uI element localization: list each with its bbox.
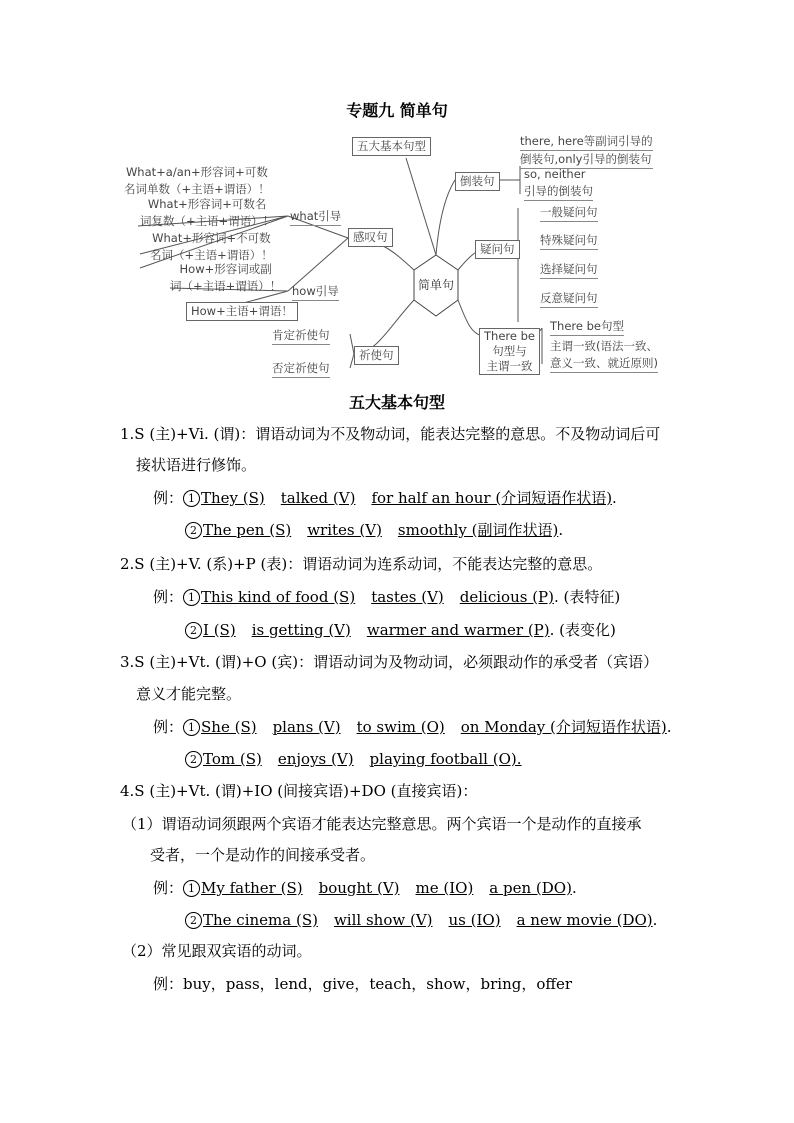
s1-example-1 [153, 488, 617, 508]
subject: The cinema (S) [203, 911, 318, 929]
node-qishi: 祈使句 [354, 346, 399, 365]
circled-number: 2 [185, 622, 202, 639]
indirect-object: me (IO) [415, 879, 474, 897]
example-label: 例： [153, 588, 184, 606]
adverbial: smoothly (副词作状语) [397, 521, 559, 539]
node-what3 [150, 230, 273, 264]
circled-number: 2 [185, 751, 202, 768]
what2-line1: What+形容词+可数名 [147, 197, 267, 211]
example-label: 例： [153, 879, 184, 897]
therebe-line2: 句型与 [492, 344, 527, 358]
period: . [612, 489, 617, 507]
subject: I (S) [203, 621, 236, 639]
verb: tastes (V) [371, 588, 444, 606]
direct-object: a new movie (DO) [516, 911, 653, 929]
subject: Tom (S) [203, 750, 262, 768]
node-daozhuang: 倒装句 [455, 172, 500, 191]
subject: They (S) [201, 489, 265, 507]
s2-example-2 [185, 620, 616, 640]
period: . [571, 879, 577, 897]
daozhuang-sub2-line1: so, neither [524, 167, 586, 181]
s4-p1b: 受者，一个是动作的间接承受者。 [150, 846, 376, 864]
example-label: 例： [153, 489, 184, 507]
node-what1 [124, 164, 270, 198]
indirect-object: us (IO) [448, 911, 501, 929]
verb: talked (V) [280, 489, 356, 507]
daozhuang-sub1-line1: there, here等副词引导的 [520, 133, 653, 151]
node-therebe-a: There be句型 [550, 318, 624, 336]
verb: writes (V) [307, 521, 382, 539]
daozhuang-sub1-line2: 倒装句,only引导的倒装句 [520, 151, 653, 169]
what3-line1: What+形容词+不可数 [152, 231, 271, 245]
node-yiwen-4: 反意疑问句 [540, 290, 598, 308]
adverbial: on Monday (介词短语作状语) [460, 718, 667, 736]
node-qishi-2: 否定祈使句 [272, 360, 330, 378]
s3-example-1 [153, 717, 672, 737]
verb: will show (V) [333, 911, 433, 929]
node-qishi-1: 肯定祈使句 [272, 327, 330, 345]
node-what-yin: what引导 [290, 208, 341, 226]
what1-line2: 名词单数（+主语+谓语）！ [124, 182, 270, 196]
node-yiwen: 疑问句 [475, 240, 520, 259]
s4-verbs: 例：buy，pass，lend，give，teach，show，bring，offer [153, 975, 573, 993]
therebe-line3: 主谓一致 [486, 359, 533, 373]
adverbial: for half an hour (介词短语作状语) [371, 489, 613, 507]
mind-map [110, 128, 690, 383]
s1-example-2 [185, 520, 563, 540]
s2-example-1 [153, 587, 620, 607]
node-how2: How+主语+谓语！ [186, 302, 298, 321]
node-therebe [479, 328, 540, 375]
node-wuda: 五大基本句型 [352, 137, 431, 156]
s4-example-2 [185, 910, 657, 930]
page-title: 专题九 简单句 [346, 101, 448, 120]
node-therebe-b [550, 338, 658, 373]
s4-p2: （2）常见跟双宾语的动词。 [122, 942, 312, 960]
s4-p1: （1）谓语动词须跟两个宾语才能表达完整意思。两个宾语一个是动作的直接承 [122, 815, 642, 833]
object: playing football (O). [369, 750, 522, 768]
s3-head: 3.S (主)+Vt. (谓)+O (宾)：谓语动词为及物动词，必须跟动作的承受者（宾语） [120, 653, 659, 671]
subject: This kind of food (S) [201, 588, 356, 606]
predicative: delicious (P) [459, 588, 554, 606]
how1-line1: How+形容词或副 [179, 262, 272, 276]
what1-line1: What+a/an+形容词+可数 [125, 165, 268, 179]
verb: bought (V) [318, 879, 400, 897]
s3-head2: 意义才能完整。 [136, 685, 242, 703]
note: . (表特征) [554, 588, 621, 606]
therebe-b-line1: 主谓一致(语法一致、 [550, 339, 658, 353]
what2-line2: 词复数（+主语+谓语）！ [140, 214, 275, 228]
node-daozhuang-sub2 [524, 166, 593, 201]
node-how1 [170, 261, 281, 295]
verb: is getting (V) [251, 621, 351, 639]
node-daozhuang-sub1 [520, 133, 653, 169]
node-ganta: 感叹句 [348, 228, 393, 247]
how1-line2: 词（+主语+谓语）！ [170, 279, 282, 293]
predicative: warmer and warmer (P) [366, 621, 550, 639]
object: to swim (O) [356, 718, 445, 736]
circled-number: 1 [183, 880, 200, 897]
verb: enjoys (V) [277, 750, 354, 768]
period: . [666, 718, 672, 736]
subject: My father (S) [201, 879, 303, 897]
daozhuang-sub2-line2: 引导的倒装句 [524, 183, 593, 201]
node-yiwen-3: 选择疑问句 [540, 261, 598, 279]
s2-head: 2.S (主)+V. (系)+P (表)：谓语动词为连系动词，不能表达完整的意思。 [120, 555, 603, 573]
note: . (表变化) [549, 621, 616, 639]
circled-number: 1 [183, 490, 200, 507]
node-center: 简单句 [417, 278, 454, 292]
s1-head2: 接状语进行修饰。 [136, 456, 257, 474]
s1-head: 1.S (主)+Vi. (谓)：谓语动词为不及物动词，能表达完整的意思。不及物动词后可 [120, 425, 661, 443]
subject: She (S) [201, 718, 257, 736]
subject: The pen (S) [203, 521, 292, 539]
direct-object: a pen (DO) [489, 879, 572, 897]
section-title: 五大基本句型 [348, 393, 445, 412]
circled-number: 1 [183, 589, 200, 606]
node-how-yin: how引导 [292, 283, 339, 301]
s4-head: 4.S (主)+Vt. (谓)+IO (间接宾语)+DO (直接宾语)： [120, 782, 478, 800]
circled-number: 2 [185, 522, 202, 539]
verb: plans (V) [272, 718, 341, 736]
period: . [558, 521, 564, 539]
what3-line2: 名词（+主语+谓语）！ [150, 248, 273, 262]
period: . [652, 911, 658, 929]
node-yiwen-2: 特殊疑问句 [540, 232, 598, 250]
therebe-b-line2: 意义一致、就近原则) [550, 356, 658, 370]
circled-number: 1 [183, 719, 200, 736]
node-what2 [140, 196, 274, 230]
s3-example-2 [185, 749, 522, 769]
circled-number: 2 [185, 912, 202, 929]
node-yiwen-1: 一般疑问句 [540, 204, 598, 222]
example-label: 例： [153, 718, 184, 736]
therebe-line1: There be [484, 329, 535, 343]
s4-example-1 [153, 878, 577, 898]
